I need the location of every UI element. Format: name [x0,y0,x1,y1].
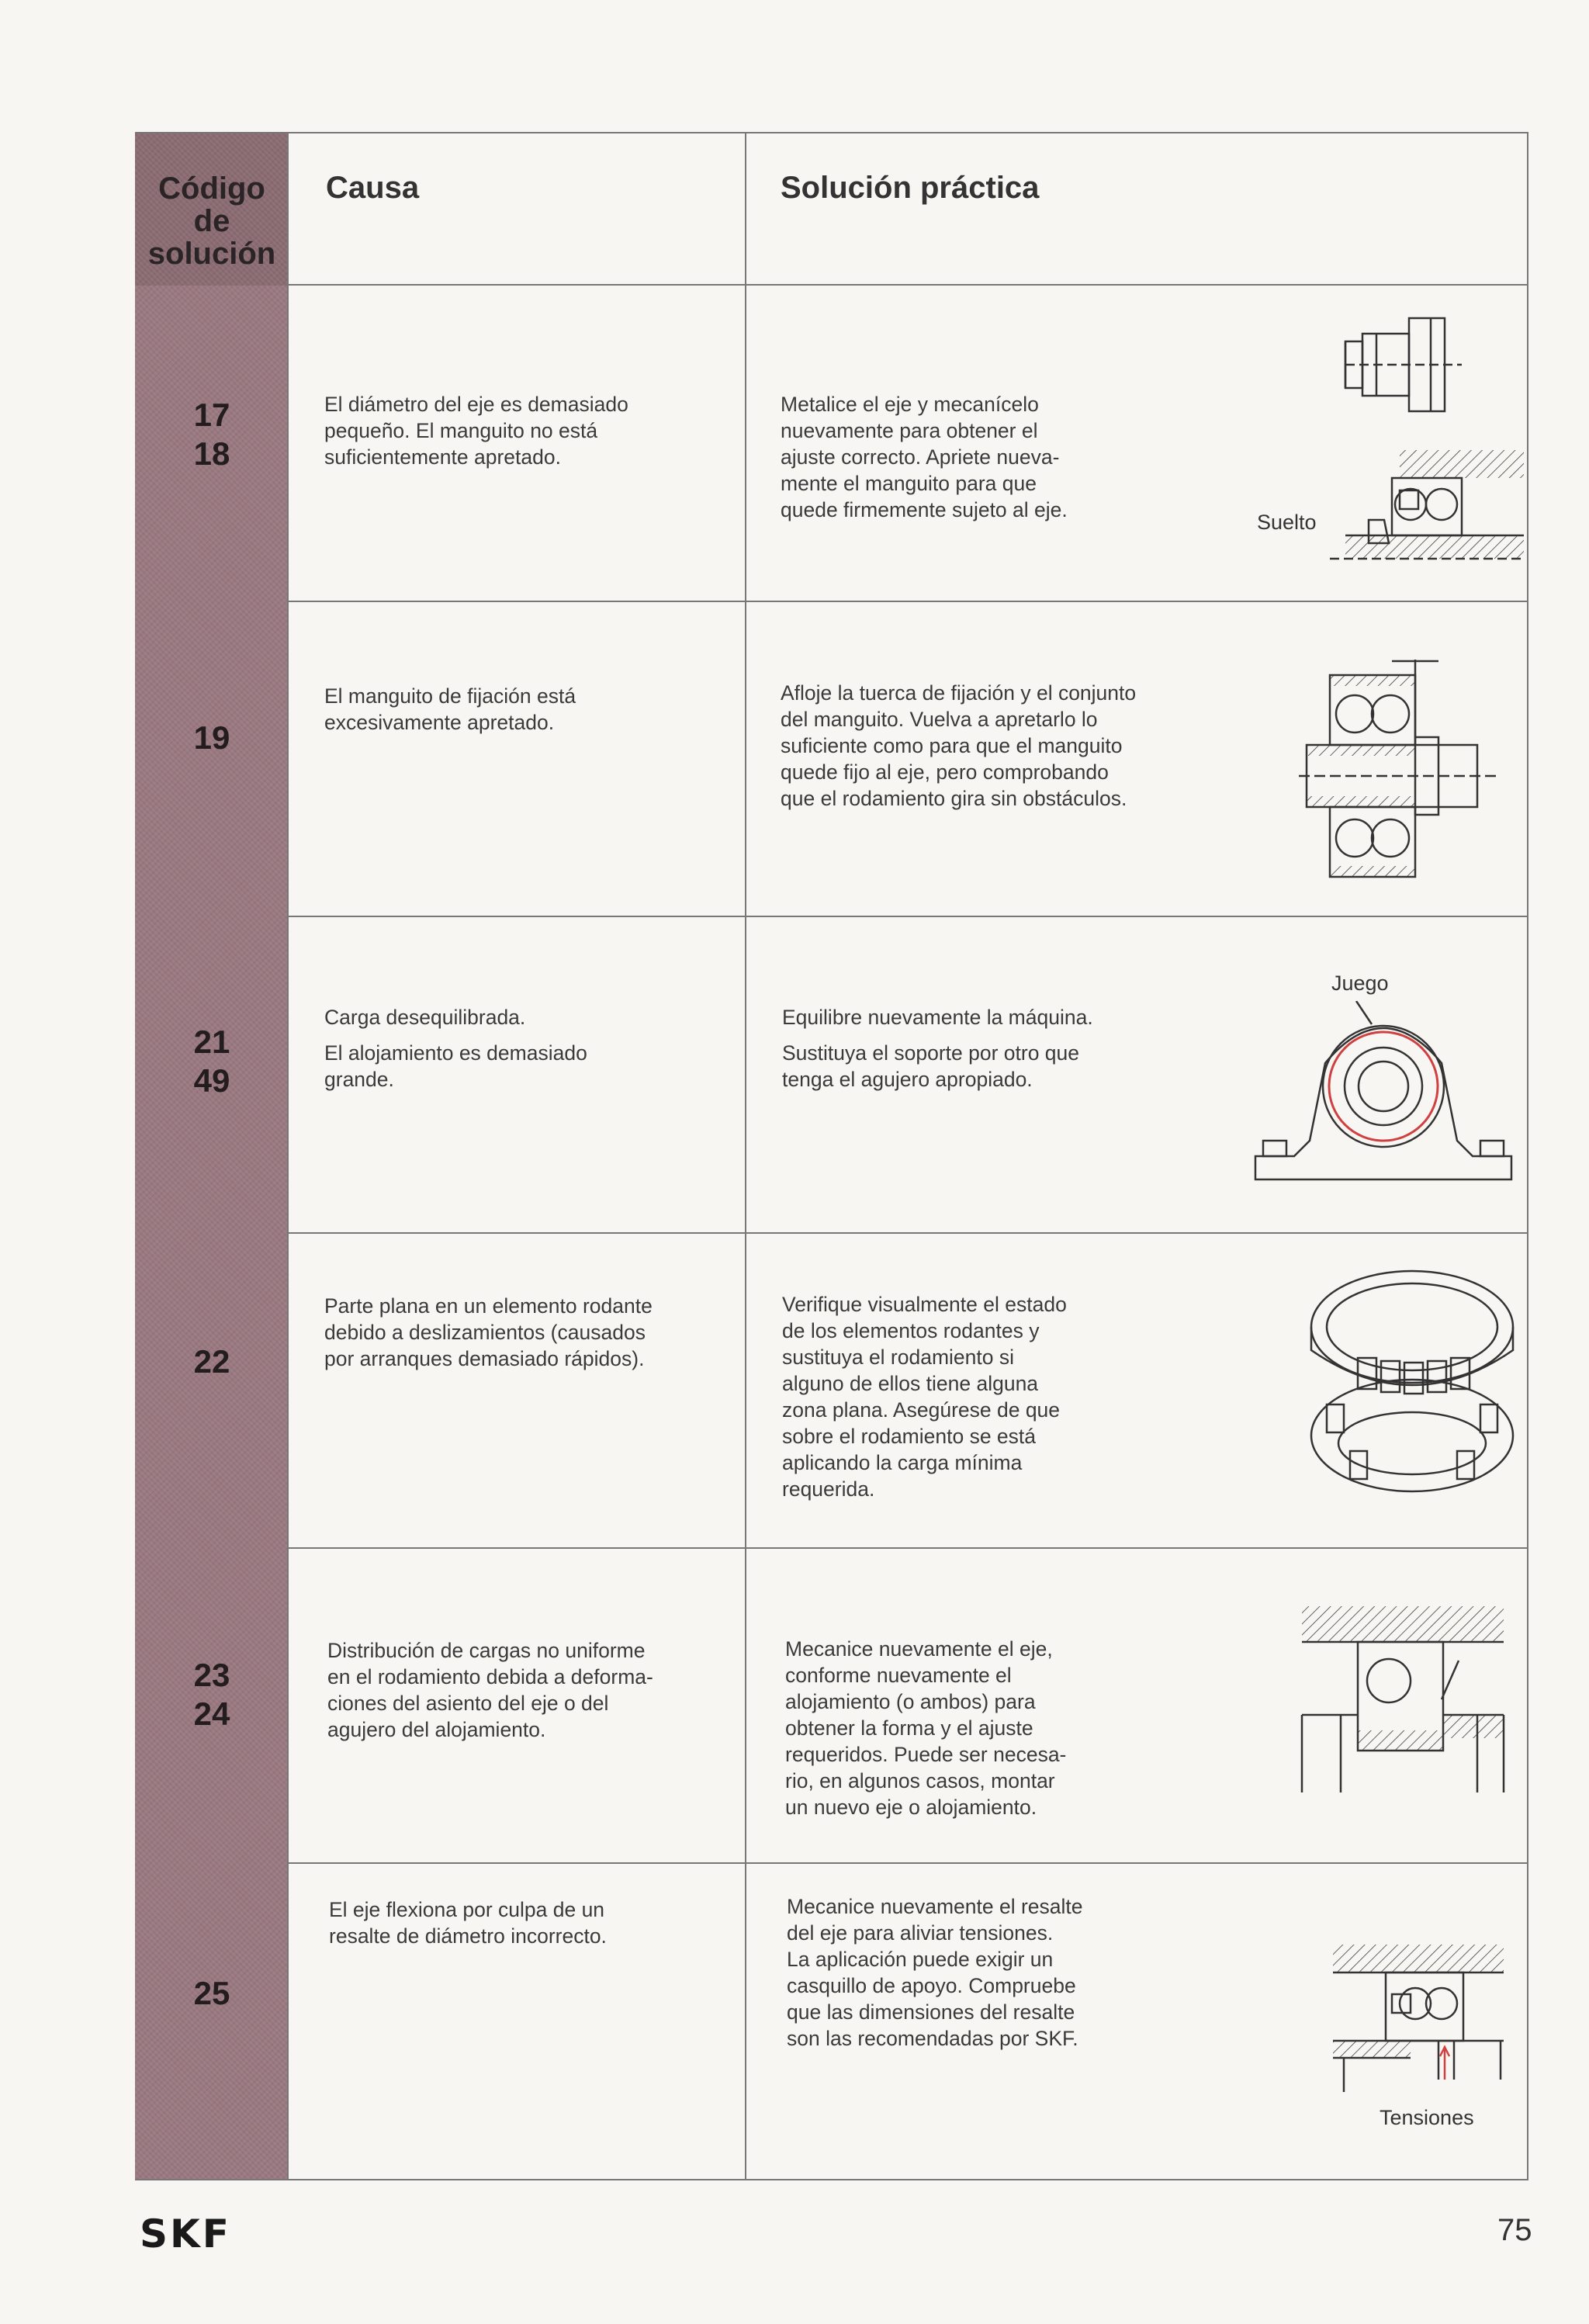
solution-text [785,1636,1066,1820]
skf-logo: SKF [140,2211,231,2256]
code-column-title [135,172,289,270]
code-number: 22 [193,1343,230,1380]
text-line: Sustituya el soporte por otro que [782,1041,1080,1065]
text-line: tenga el agujero apropiado. [782,1068,1033,1091]
code-number: 21 [193,1023,230,1060]
text-line: Mecanice nuevamente el eje, [785,1637,1053,1661]
code-number: 19 [193,719,230,756]
solution-code [135,719,289,757]
text-line: ajuste correcto. Apriete nueva- [781,445,1060,469]
cause-text [329,1896,607,1949]
sleeve-bearing-loose-figure [1314,310,1525,574]
text-line: nuevamente para obtener el [781,419,1038,442]
text-line: quede firmemente sujeto al eje. [781,498,1068,521]
figure-label-tensiones: Tensiones [1380,2106,1474,2129]
text-line: quede fijo al eje, pero comprobando [781,760,1109,784]
cause-column-title: Causa [326,171,420,205]
solution-code [135,396,289,473]
text-line: requeridos. Puede ser necesa- [785,1743,1067,1766]
row-divider [287,601,1528,602]
solution-code [135,1656,289,1733]
text-line: grande. [324,1068,394,1091]
code-number: 24 [193,1695,230,1732]
text-line: zona plana. Asegúrese de que [782,1398,1061,1422]
text-line: por arranques demasiado rápidos). [324,1347,645,1370]
text-line: en el rodamiento debida a deforma- [327,1665,653,1688]
housing-deformation-figure [1294,1598,1519,1800]
text-line: agujero del alojamiento. [327,1718,546,1741]
text-line: Mecanice nuevamente el resalte [787,1895,1083,1918]
text-line: obtener la forma y el ajuste [785,1716,1033,1740]
text-line: son las recomendadas por SKF. [787,2027,1078,2050]
text-line: rio, en algunos casos, montar [785,1769,1055,1792]
table-bottom-border [135,2179,1528,2180]
cause-text [324,391,628,470]
text-line: Equilibre nuevamente la máquina. [782,1006,1093,1029]
cause-text [327,1637,653,1743]
code-title-line: solución [147,237,276,271]
code-number: 23 [193,1657,230,1693]
solution-text [787,1893,1083,2052]
text-line: Distribución de cargas no uniforme [327,1639,646,1662]
text-line: sustituya el rodamiento si [782,1346,1015,1369]
row-divider [287,916,1528,917]
text-line: Carga desequilibrada. [324,1006,526,1029]
text-line: del manguito. Vuelva a apretarlo lo [781,708,1098,731]
text-line: El alojamiento es demasiado [324,1041,587,1065]
text-line: que las dimensiones del resalte [787,2000,1075,2024]
text-line: El manguito de fijación está [324,684,576,708]
shaft-shoulder-stress-figure [1325,1940,1511,2095]
tapered-roller-bearing-figure [1303,1257,1521,1521]
text-line: suficiente como para que el manguito [781,734,1123,757]
text-line: Verifique visualmente el estado [782,1293,1067,1316]
code-number: 18 [193,435,230,472]
text-line: ciones del asiento del eje o del [327,1692,609,1715]
solution-text [781,391,1068,523]
solution-code [135,1342,289,1381]
text-line: un nuevo eje o alojamiento. [785,1796,1037,1819]
text-line: mente el manguito para que [781,472,1037,495]
solution-code [135,1974,289,2013]
text-line: sobre el rodamiento se está [782,1425,1037,1448]
row-divider [287,1547,1528,1549]
text-line: La aplicación puede exigir un [787,1948,1054,1971]
solution-code [135,1023,289,1100]
text-line: Afloje la tuerca de fijación y el conjunto [781,681,1137,705]
text-line: Metalice el eje y mecanícelo [781,393,1039,416]
text-line: del eje para aliviar tensiones. [787,1921,1054,1945]
troubleshooting-table [135,132,1528,2180]
text-line: conforme nuevamente el [785,1664,1012,1687]
row-divider [287,1862,1528,1864]
solution-text [782,1291,1067,1502]
code-number: 49 [193,1062,230,1099]
code-title-line: de [193,204,230,238]
text-line: alojamiento (o ambos) para [785,1690,1036,1713]
text-line: casquillo de apoyo. Compruebe [787,1974,1076,1997]
code-title-line: Código [158,171,265,206]
figure-label-suelto: Suelto [1257,511,1317,534]
figure-label-juego: Juego [1331,972,1389,995]
text-line: resalte de diámetro incorrecto. [329,1924,607,1948]
cause-text [324,683,576,736]
text-line: aplicando la carga mínima [782,1451,1023,1474]
table-right-border [1527,132,1528,2180]
text-line: requerida. [782,1477,875,1501]
table-top-border [135,132,1528,133]
text-line: El eje flexiona por culpa de un [329,1898,605,1921]
cause-text [324,1004,587,1093]
text-line: pequeño. El manguito no está [324,419,598,442]
text-line: excesivamente apretado. [324,711,555,734]
pillow-block-figure [1248,1001,1519,1187]
solution-text [782,1004,1093,1093]
cause-text [324,1293,653,1372]
text-line: de los elementos rodantes y [782,1319,1040,1342]
text-line: suficientemente apretado. [324,445,561,469]
header-divider [287,284,1528,286]
text-line: Parte plana en un elemento rodante [324,1294,653,1318]
text-line: El diámetro del eje es demasiado [324,393,628,416]
page-number: 75 [1497,2213,1532,2247]
code-number: 17 [193,397,230,433]
solution-text [781,680,1136,812]
text-line: debido a deslizamientos (causados [324,1321,646,1344]
text-line: alguno de ellos tiene alguna [782,1372,1039,1395]
row-divider [287,1232,1528,1234]
text-line: que el rodamiento gira sin obstáculos. [781,787,1127,810]
bearing-cross-section-figure [1299,644,1508,900]
code-number: 25 [193,1975,230,2011]
solution-column-title: Solución práctica [781,171,1040,205]
column-divider [745,132,746,2180]
